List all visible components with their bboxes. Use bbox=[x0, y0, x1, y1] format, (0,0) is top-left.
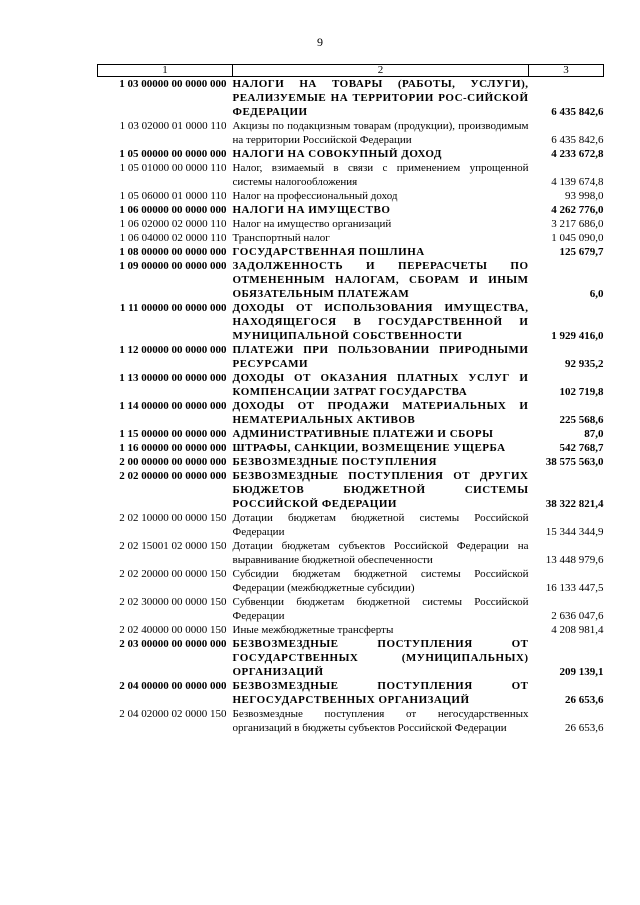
budget-code: 2 02 30000 00 0000 150 bbox=[119, 596, 227, 608]
budget-code: 2 02 15001 02 0000 150 bbox=[119, 540, 227, 552]
budget-code: 2 02 40000 00 0000 150 bbox=[119, 624, 227, 636]
amount: 6 435 842,6 bbox=[551, 134, 604, 146]
table-row bbox=[98, 623, 604, 637]
budget-code: 1 15 00000 00 0000 000 bbox=[119, 428, 227, 440]
budget-code: 1 08 00000 00 0000 000 bbox=[119, 246, 227, 258]
amount: 38 322 821,4 bbox=[545, 498, 604, 510]
amount: 16 133 447,5 bbox=[545, 582, 604, 594]
amount: 209 139,1 bbox=[559, 666, 604, 678]
revenue-name: ЗАДОЛЖЕННОСТЬ И ПЕРЕРАСЧЕТЫ ПО ОТМЕНЕННЫМ НАЛОГАМ, СБОРАМ И ИНЫМ ОБЯЗАТЕЛЬНЫМ ПЛАТЕЖАМ bbox=[232, 260, 529, 300]
revenue-name: ШТРАФЫ, САНКЦИИ, ВОЗМЕЩЕНИЕ УЩЕРБА bbox=[232, 442, 506, 454]
table-body bbox=[98, 77, 604, 736]
table-row bbox=[98, 441, 604, 455]
revenue-name: Безвозмездные поступления от негосударственных организаций в бюджеты субъектов Российской Федерации bbox=[232, 708, 529, 734]
revenue-name: Налог на профессиональный доход bbox=[232, 190, 398, 202]
budget-code: 1 11 00000 00 0000 000 bbox=[119, 302, 227, 314]
budget-code: 2 02 20000 00 0000 150 bbox=[119, 568, 227, 580]
amount: 87,0 bbox=[584, 428, 604, 440]
amount: 38 575 563,0 bbox=[545, 456, 604, 468]
budget-code: 1 05 06000 01 0000 110 bbox=[119, 190, 227, 202]
table-row bbox=[98, 343, 604, 371]
amount: 4 139 674,8 bbox=[551, 176, 604, 188]
table-row bbox=[98, 119, 604, 147]
revenue-name: Налог на имущество организаций bbox=[232, 218, 392, 230]
revenue-name: Субсидии бюджетам бюджетной системы Российской Федерации (межбюджетные субсидии) bbox=[232, 568, 529, 594]
amount: 225 568,6 bbox=[559, 414, 604, 426]
column-number-1: 1 bbox=[98, 65, 233, 77]
table-row bbox=[98, 679, 604, 707]
revenue-name: БЕЗВОЗМЕЗДНЫЕ ПОСТУПЛЕНИЯ ОТ ДРУГИХ БЮДЖЕТОВ БЮДЖЕТНОЙ СИСТЕМЫ РОССИЙСКОЙ ФЕДЕРАЦИИ bbox=[232, 470, 529, 510]
amount: 4 233 672,8 bbox=[551, 148, 604, 160]
revenue-name: Акцизы по подакцизным товарам (продукции), производимым на территории Российской Федерации bbox=[232, 120, 529, 146]
budget-code: 2 03 00000 00 0000 000 bbox=[119, 638, 227, 650]
column-number-2: 2 bbox=[233, 65, 529, 77]
revenue-name: БЕЗВОЗМЕЗДНЫЕ ПОСТУПЛЕНИЯ ОТ НЕГОСУДАРСТВЕННЫХ ОРГАНИЗАЦИЙ bbox=[232, 680, 529, 706]
table-row bbox=[98, 595, 604, 623]
table-row bbox=[98, 539, 604, 567]
amount: 6,0 bbox=[589, 288, 604, 300]
revenue-name: Субвенции бюджетам бюджетной системы Российской Федерации bbox=[232, 596, 529, 622]
column-number-row bbox=[98, 65, 604, 77]
table-row bbox=[98, 511, 604, 539]
amount: 542 768,7 bbox=[559, 442, 604, 454]
revenue-name: Транспортный налог bbox=[232, 232, 330, 244]
budget-code: 2 02 10000 00 0000 150 bbox=[119, 512, 227, 524]
revenue-name: Дотации бюджетам субъектов Российской Федерации на выравнивание бюджетной обеспеченности bbox=[232, 540, 529, 566]
table-row bbox=[98, 217, 604, 231]
budget-code: 1 03 02000 01 0000 110 bbox=[119, 120, 227, 132]
amount: 4 262 776,0 bbox=[551, 204, 604, 216]
budget-code: 2 04 00000 00 0000 000 bbox=[119, 680, 227, 692]
budget-code: 2 04 02000 02 0000 150 bbox=[119, 708, 227, 720]
amount: 4 208 981,4 bbox=[551, 624, 604, 636]
budget-code: 1 09 00000 00 0000 000 bbox=[119, 260, 227, 272]
table-row bbox=[98, 189, 604, 203]
amount: 26 653,6 bbox=[565, 722, 604, 734]
budget-code: 1 06 02000 02 0000 110 bbox=[119, 218, 227, 230]
budget-code: 1 14 00000 00 0000 000 bbox=[119, 400, 227, 412]
page-number: 9 bbox=[317, 35, 323, 49]
budget-code: 2 00 00000 00 0000 000 bbox=[119, 456, 227, 468]
amount: 3 217 686,0 bbox=[551, 218, 604, 230]
table-row bbox=[98, 147, 604, 161]
amount: 13 448 979,6 bbox=[545, 554, 604, 566]
amount: 15 344 344,9 bbox=[545, 526, 604, 538]
revenue-name: Иные межбюджетные трансферты bbox=[232, 624, 394, 636]
amount: 125 679,7 bbox=[559, 246, 604, 258]
table-row bbox=[98, 203, 604, 217]
table-row bbox=[98, 371, 604, 399]
table-row bbox=[98, 469, 604, 511]
table-row bbox=[98, 301, 604, 343]
revenue-name: ДОХОДЫ ОТ ПРОДАЖИ МАТЕРИАЛЬНЫХ И НЕМАТЕРИАЛЬНЫХ АКТИВОВ bbox=[232, 400, 529, 426]
revenue-name: Дотации бюджетам бюджетной системы Российской Федерации bbox=[232, 512, 529, 538]
amount: 26 653,6 bbox=[565, 694, 604, 706]
revenue-name: БЕЗВОЗМЕЗДНЫЕ ПОСТУПЛЕНИЯ bbox=[232, 456, 437, 468]
budget-code: 1 13 00000 00 0000 000 bbox=[119, 372, 227, 384]
amount: 6 435 842,6 bbox=[551, 106, 604, 118]
amount: 92 935,2 bbox=[565, 358, 604, 370]
table-row bbox=[98, 427, 604, 441]
revenue-name: НАЛОГИ НА ТОВАРЫ (РАБОТЫ, УСЛУГИ), РЕАЛИЗУЕМЫЕ НА ТЕРРИТОРИИ РОС-СИЙСКОЙ ФЕДЕРАЦИИ bbox=[232, 78, 529, 118]
amount: 1 045 090,0 bbox=[551, 232, 604, 244]
amount: 1 929 416,0 bbox=[551, 330, 604, 342]
revenue-name: Налог, взимаемый в связи с применением упрощенной системы налогообложения bbox=[232, 162, 529, 188]
budget-code: 1 06 04000 02 0000 110 bbox=[119, 232, 227, 244]
revenue-table bbox=[97, 64, 604, 735]
column-number-3: 3 bbox=[529, 65, 604, 77]
amount: 93 998,0 bbox=[565, 190, 604, 202]
table-row bbox=[98, 637, 604, 679]
revenue-name: ПЛАТЕЖИ ПРИ ПОЛЬЗОВАНИИ ПРИРОДНЫМИ РЕСУРСАМИ bbox=[232, 344, 529, 370]
revenue-name: ДОХОДЫ ОТ ОКАЗАНИЯ ПЛАТНЫХ УСЛУГ И КОМПЕНСАЦИИ ЗАТРАТ ГОСУДАРСТВА bbox=[232, 372, 529, 398]
table-row bbox=[98, 567, 604, 595]
revenue-name: НАЛОГИ НА СОВОКУПНЫЙ ДОХОД bbox=[232, 148, 442, 160]
budget-code: 1 06 00000 00 0000 000 bbox=[119, 204, 227, 216]
budget-code: 1 12 00000 00 0000 000 bbox=[119, 344, 227, 356]
budget-code: 1 05 01000 00 0000 110 bbox=[119, 162, 227, 174]
budget-code: 1 03 00000 00 0000 000 bbox=[119, 78, 227, 90]
revenue-name: ДОХОДЫ ОТ ИСПОЛЬЗОВАНИЯ ИМУЩЕСТВА, НАХОДЯЩЕГОСЯ В ГОСУДАРСТВЕННОЙ И МУНИЦИПАЛЬНОЙ СОБСТВЕННОСТИ bbox=[232, 302, 529, 342]
table-row bbox=[98, 77, 604, 120]
budget-code: 1 16 00000 00 0000 000 bbox=[119, 442, 227, 454]
amount: 102 719,8 bbox=[559, 386, 604, 398]
amount: 2 636 047,6 bbox=[551, 610, 604, 622]
revenue-name: АДМИНИСТРАТИВНЫЕ ПЛАТЕЖИ И СБОРЫ bbox=[232, 428, 494, 440]
revenue-name: НАЛОГИ НА ИМУЩЕСТВО bbox=[232, 204, 391, 216]
table-row bbox=[98, 707, 604, 735]
revenue-name: ГОСУДАРСТВЕННАЯ ПОШЛИНА bbox=[232, 246, 425, 258]
table-row bbox=[98, 231, 604, 245]
budget-code: 1 05 00000 00 0000 000 bbox=[119, 148, 227, 160]
table-row bbox=[98, 245, 604, 259]
table-row bbox=[98, 399, 604, 427]
revenue-name: БЕЗВОЗМЕЗДНЫЕ ПОСТУПЛЕНИЯ ОТ ГОСУДАРСТВЕННЫХ (МУНИЦИПАЛЬНЫХ) ОРГАНИЗАЦИЙ bbox=[232, 638, 529, 678]
table-row bbox=[98, 455, 604, 469]
table-row bbox=[98, 161, 604, 189]
table-row bbox=[98, 259, 604, 301]
budget-code: 2 02 00000 00 0000 000 bbox=[119, 470, 227, 482]
